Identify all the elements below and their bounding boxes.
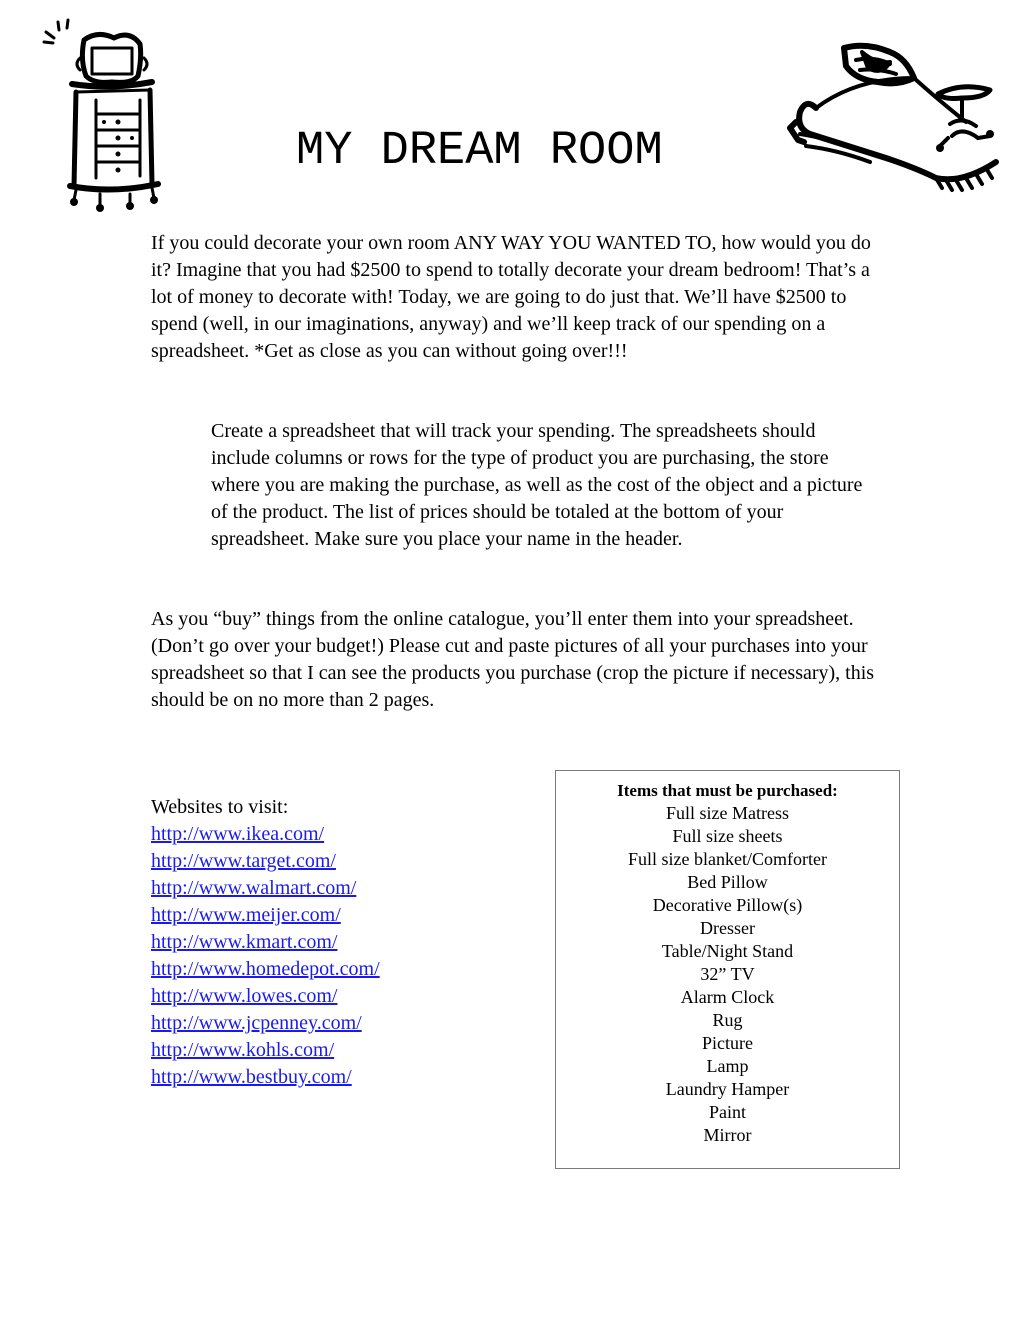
link-ikea[interactable]: http://www.ikea.com/ — [151, 823, 325, 845]
list-item: Picture — [702, 1033, 753, 1053]
link-homedepot[interactable]: http://www.homedepot.com/ — [151, 958, 380, 980]
websites-section — [151, 794, 511, 1091]
dresser-clipart-icon — [40, 18, 180, 214]
list-item: Dresser — [700, 918, 755, 938]
link-meijer[interactable]: http://www.meijer.com/ — [151, 904, 341, 926]
intro-paragraph: If you could decorate your own room ANY WAY YOU WANTED TO, how would you do it? Imagine that you had $2500 to spend to totally decorate your dream bedroom! That’s a lot of money to decorate with! Today, we are going to do just that. We’ll have $2500 to spend (well, in our imaginations, anyway) and we’ll keep track of our spending on a spreadsheet. *Get as close as you can without going over!!! — [151, 232, 871, 362]
list-item: 32” TV — [700, 964, 755, 984]
list-item: Mirror — [703, 1125, 752, 1145]
link-lowes[interactable]: http://www.lowes.com/ — [151, 985, 338, 1007]
purchasing-paragraph: As you “buy” things from the online catalogue, you’ll enter them into your spreadsheet. (Don’t go over your budget!) Please cut and paste pictures of all your purchases into your spreadsheet so that I can see the products you purchase (crop the picture if necessary), this should be on no more than 2 pages. — [151, 608, 875, 711]
link-kmart[interactable]: http://www.kmart.com/ — [151, 931, 338, 953]
list-item: Full size Matress — [666, 803, 789, 823]
list-item: Lamp — [706, 1056, 749, 1076]
link-jcpenney[interactable]: http://www.jcpenney.com/ — [151, 1012, 362, 1034]
instructions-paragraph: Create a spreadsheet that will track your spending. The spreadsheets should include columns or rows for the type of product you are purchasing, the store where you are making the purchase, as well as the cost of the object and a picture of the product. The list of prices should be totaled at the bottom of your spreadsheet. Make sure you place your name in the header. — [211, 420, 863, 550]
required-items-list — [556, 802, 899, 1147]
list-item: Paint — [708, 1102, 746, 1122]
list-item: Alarm Clock — [680, 987, 775, 1007]
link-target[interactable]: http://www.target.com/ — [151, 850, 336, 872]
link-bestbuy[interactable]: http://www.bestbuy.com/ — [151, 1066, 352, 1088]
required-items-heading: Items that must be purchased: — [617, 781, 838, 800]
list-item: Decorative Pillow(s) — [652, 895, 803, 915]
bed-clipart-icon — [786, 38, 1008, 194]
list-item: Full size blanket/Comforter — [628, 849, 827, 869]
list-item: Bed Pillow — [687, 872, 768, 892]
list-item: Laundry Hamper — [665, 1079, 790, 1099]
websites-heading: Websites to visit: — [151, 796, 289, 818]
websites-list — [151, 821, 511, 1091]
list-item: Full size sheets — [672, 826, 783, 846]
list-item: Table/Night Stand — [661, 941, 794, 961]
page-title: MY DREAM ROOM — [296, 125, 663, 178]
required-items-box — [555, 770, 900, 1169]
list-item: Rug — [712, 1010, 743, 1030]
link-kohls[interactable]: http://www.kohls.com/ — [151, 1039, 335, 1061]
link-walmart[interactable]: http://www.walmart.com/ — [151, 877, 357, 899]
